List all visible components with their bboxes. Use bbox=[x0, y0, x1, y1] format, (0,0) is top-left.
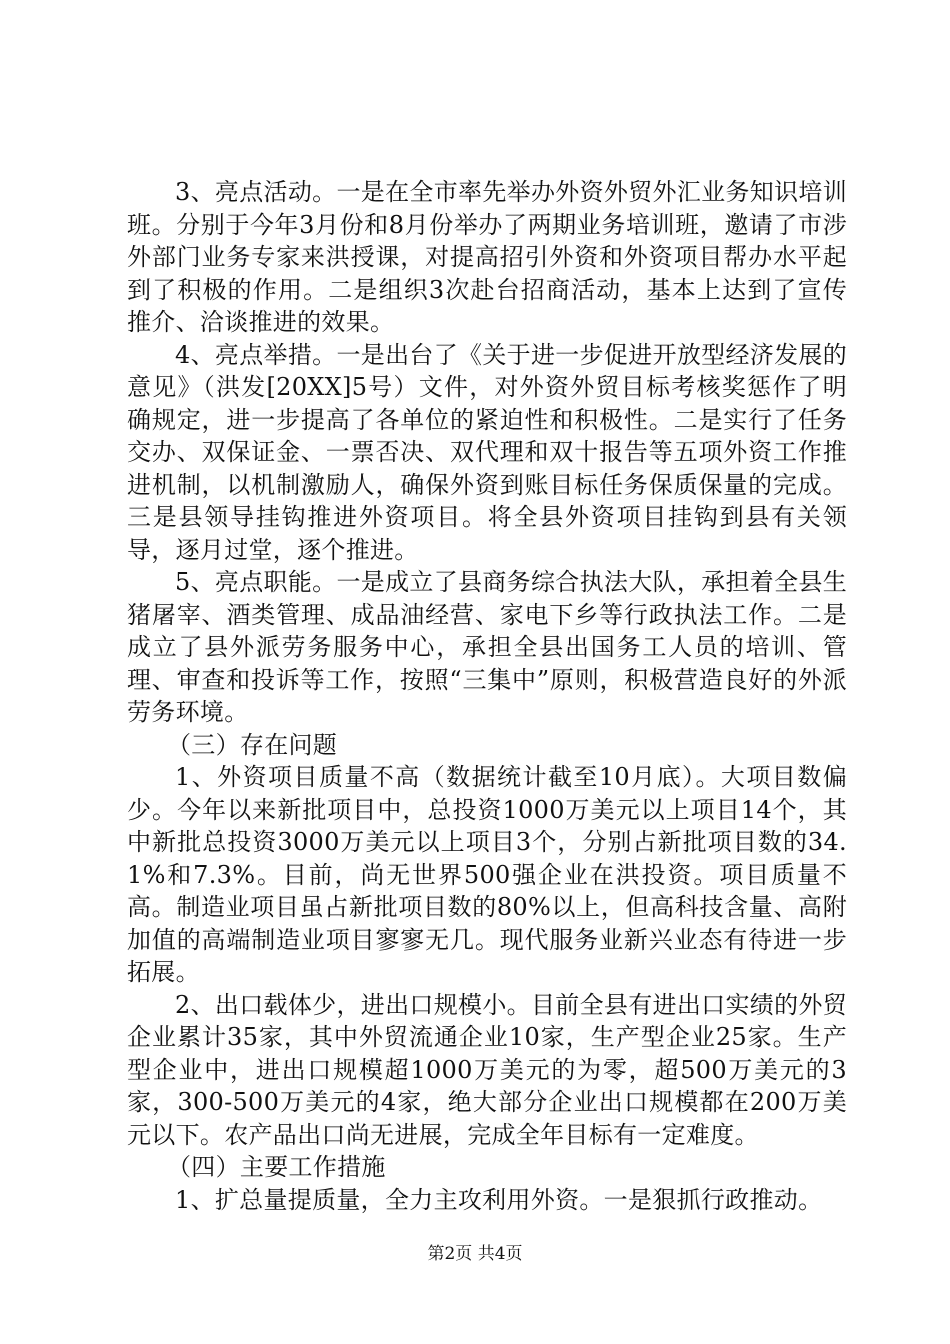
section-heading-existing-problems: （三）存在问题 bbox=[167, 730, 338, 759]
paragraph-highlight-measures: 4、亮点举措。一是出台了《关于进一步促进开放型经济发展的意见》（洪发[20XX]5号）文件，对外资外贸目标考核奖惩作了明确规定，进一步提高了各单位的紧迫性和积极性。二是实行了任务交办、双保证金、一票否决、双代理和双十报告等五项外资工作推进机制，以机制激励人，确保外资到账目标任务保质保量的完成。三是县领导挂钩推进外资项目。将全县外资项目挂钩到县有关领导，逐月过堂，逐个推进。 bbox=[127, 340, 847, 564]
paragraph-problem-export: 2、出口载体少，进出口规模小。目前全县有进出口实绩的外贸企业累计35家，其中外贸流通企业10家，生产型企业25家。生产型企业中，进出口规模超1000万美元的为零，超500万美元的3家，300-500万美元的4家，绝大部分企业出口规模都在200万美元以下。农产品出口尚无进展，完成全年目标有一定难度。 bbox=[127, 990, 847, 1149]
section-heading-main-measures: （四）主要工作措施 bbox=[167, 1153, 386, 1181]
document-body bbox=[127, 176, 847, 1216]
paragraph-highlight-activities: 3、亮点活动。一是在全市率先举办外资外贸外汇业务知识培训班。分别于今年3月份和8月份举办了两期业务培训班，邀请了市涉外部门业务专家来洪授课，对提高招引外资和外资项目帮办水平起到了积极的作用。二是组织3次赴台招商活动，基本上达到了宣传推介、洽谈推进的效果。 bbox=[127, 178, 847, 336]
paragraph-highlight-functions: 5、亮点职能。一是成立了县商务综合执法大队，承担着全县生猪屠宰、酒类管理、成品油经营、家电下乡等行政执法工作。二是成立了县外派劳务服务中心，承担全县出国务工人员的培训、管理、审查和投诉等工作，按照“三集中”原则，积极营造良好的外派劳务环境。 bbox=[127, 568, 847, 726]
paragraph-measure-expand: 1、扩总量提质量，全力主攻利用外资。一是狠抓行政推动。 bbox=[175, 1185, 823, 1214]
page-number-footer: 第2页 共4页 bbox=[427, 1244, 523, 1264]
paragraph-problem-foreign-investment: 1、外资项目质量不高（数据统计截至10月底）。大项目数偏少。今年以来新批项目中，总投资1000万美元以上项目14个，其中新批总投资3000万美元以上项目3个，分别占新批项目数的34.1%和7.3%。目前，尚无世界500强企业在洪投资。项目质量不高。制造业项目虽占新批项目数的80%以上，但高科技含量、高附加值的高端制造业项目寥寥无几。现代服务业新兴业态有待进一步拓展。 bbox=[127, 763, 847, 986]
